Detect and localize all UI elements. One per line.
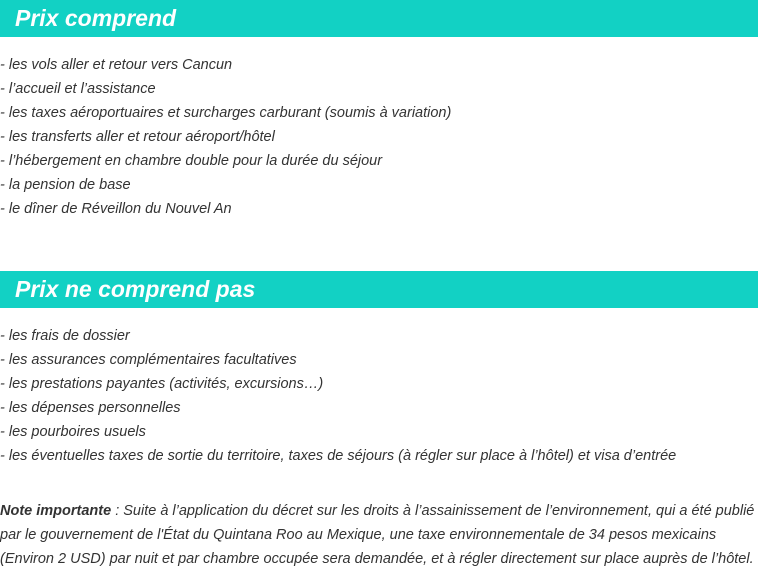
- included-section-title: Prix comprend: [15, 5, 177, 31]
- important-note-label: Note importante: [0, 502, 112, 519]
- list-item: - la pension de base: [0, 177, 131, 193]
- list-item: - les transferts aller et retour aéroport/hôtel: [0, 129, 275, 145]
- list-item: - l’accueil et l’assistance: [0, 81, 156, 97]
- important-note-text: : Suite à l’application du décret sur les droits à l’assainissement de l’environnement, qui a été publié par le gouvernement de l'État du Quintana Roo au Mexique, une taxe environnementale de 34 pesos mexicains (Environ 2 USD) par nuit et par chambre occupée sera demandée, et à régler directement sur place auprès de l’hôtel.: [0, 502, 755, 567]
- list-item: - les prestations payantes (activités, excursions…): [0, 376, 324, 392]
- important-note: [0, 499, 758, 571]
- included-section-header: [0, 0, 758, 37]
- list-item: - les vols aller et retour vers Cancun: [0, 57, 233, 73]
- excluded-section-header: [0, 271, 758, 308]
- list-item: - le dîner de Réveillon du Nouvel An: [0, 201, 232, 217]
- list-item: - les taxes aéroportuaires et surcharges carburant (soumis à variation): [0, 105, 452, 121]
- excluded-section-title: Prix ne comprend pas: [15, 276, 256, 302]
- list-item: - les dépenses personnelles: [0, 400, 181, 416]
- list-item: - les éventuelles taxes de sortie du territoire, taxes de séjours (à régler sur place à l’hôtel) et visa d’entrée: [0, 448, 677, 464]
- list-item: - les assurances complémentaires facultatives: [0, 352, 297, 368]
- list-item: - les frais de dossier: [0, 328, 130, 344]
- included-items-list: [0, 53, 451, 221]
- list-item: - les pourboires usuels: [0, 424, 146, 440]
- list-item: - l’hébergement en chambre double pour la durée du séjour: [0, 153, 383, 169]
- excluded-items-list: [0, 324, 676, 468]
